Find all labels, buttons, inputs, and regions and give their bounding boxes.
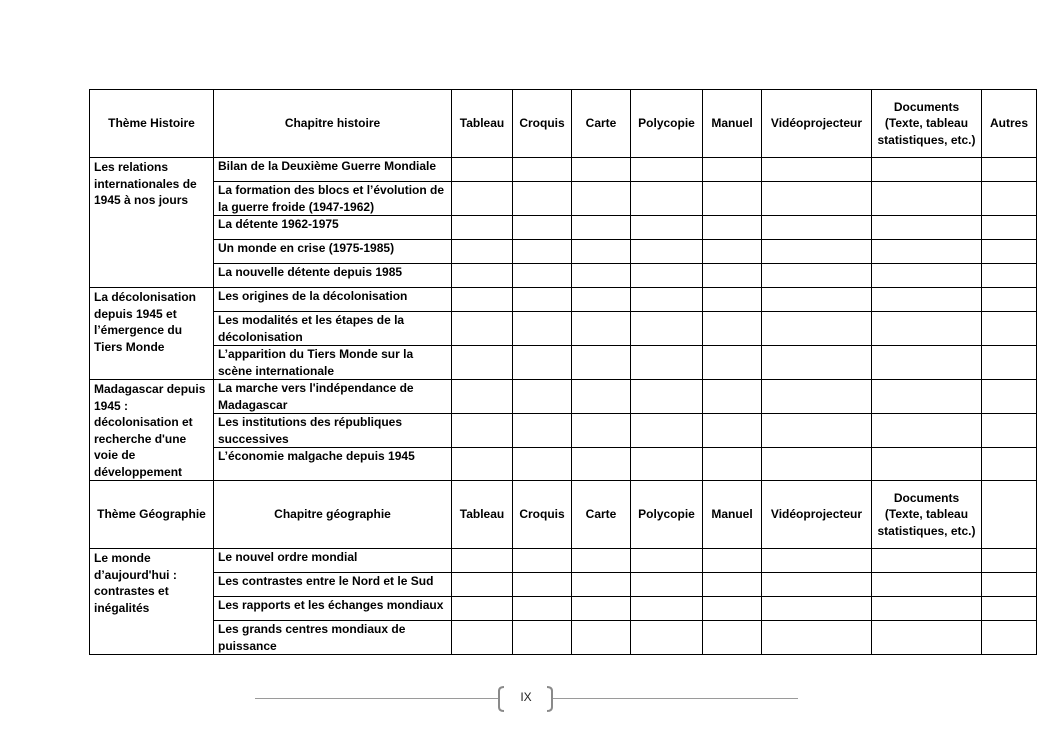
empty-cell <box>631 264 703 288</box>
table-row <box>90 621 1037 655</box>
empty-cell <box>872 621 982 655</box>
chapter-cell: Les modalités et les étapes de la décolonisation <box>214 312 452 346</box>
empty-cell <box>513 158 572 182</box>
table-row <box>90 240 1037 264</box>
empty-cell <box>872 414 982 448</box>
table-row <box>90 573 1037 597</box>
empty-cell <box>452 380 513 414</box>
chapter-cell: Les contrastes entre le Nord et le Sud <box>214 573 452 597</box>
empty-cell <box>703 448 762 481</box>
header-theme-geographie: Thème Géographie <box>90 481 214 549</box>
empty-cell <box>982 182 1037 216</box>
empty-cell <box>513 597 572 621</box>
empty-cell <box>572 288 631 312</box>
table-row <box>90 264 1037 288</box>
empty-cell <box>703 312 762 346</box>
table-row <box>90 346 1037 380</box>
empty-cell <box>762 240 872 264</box>
empty-cell <box>872 158 982 182</box>
header-manuel: Manuel <box>703 481 762 549</box>
empty-cell <box>872 549 982 573</box>
empty-cell <box>452 597 513 621</box>
header-polycopie: Polycopie <box>631 481 703 549</box>
empty-cell <box>703 264 762 288</box>
empty-cell <box>572 264 631 288</box>
empty-cell <box>572 216 631 240</box>
empty-cell <box>982 380 1037 414</box>
chapter-cell: La nouvelle détente depuis 1985 <box>214 264 452 288</box>
empty-cell <box>762 264 872 288</box>
empty-cell <box>762 182 872 216</box>
empty-cell <box>452 549 513 573</box>
empty-cell <box>513 240 572 264</box>
empty-cell <box>872 573 982 597</box>
chapter-cell: Bilan de la Deuxième Guerre Mondiale <box>214 158 452 182</box>
chapter-cell: L’apparition du Tiers Monde sur la scène internationale <box>214 346 452 380</box>
empty-cell <box>452 158 513 182</box>
empty-cell <box>513 346 572 380</box>
table-row <box>90 414 1037 448</box>
empty-cell <box>703 621 762 655</box>
empty-cell <box>631 240 703 264</box>
empty-cell <box>631 573 703 597</box>
empty-cell <box>452 346 513 380</box>
empty-cell <box>452 621 513 655</box>
empty-cell <box>982 312 1037 346</box>
table-row <box>90 597 1037 621</box>
empty-cell <box>631 414 703 448</box>
empty-cell <box>631 621 703 655</box>
footer-rule-right <box>553 698 798 699</box>
empty-cell <box>452 573 513 597</box>
empty-cell <box>631 380 703 414</box>
table-row <box>90 182 1037 216</box>
footer-rule-left <box>255 698 499 699</box>
empty-cell <box>703 380 762 414</box>
empty-cell <box>872 240 982 264</box>
empty-cell <box>452 182 513 216</box>
chapter-cell: Les institutions des républiques successives <box>214 414 452 448</box>
empty-cell <box>872 312 982 346</box>
table-row <box>90 216 1037 240</box>
resources-table <box>89 89 1037 655</box>
empty-cell <box>513 549 572 573</box>
empty-cell <box>631 288 703 312</box>
empty-cell <box>452 264 513 288</box>
empty-cell <box>631 549 703 573</box>
empty-cell <box>762 621 872 655</box>
chapter-cell: Les rapports et les échanges mondiaux <box>214 597 452 621</box>
header-tableau: Tableau <box>452 90 513 158</box>
empty-cell <box>631 448 703 481</box>
empty-cell <box>703 573 762 597</box>
table-row <box>90 380 1037 414</box>
empty-cell <box>513 312 572 346</box>
empty-cell <box>572 380 631 414</box>
empty-cell <box>762 549 872 573</box>
header-carte: Carte <box>572 481 631 549</box>
empty-cell <box>982 621 1037 655</box>
empty-cell <box>452 216 513 240</box>
empty-cell <box>513 264 572 288</box>
header-polycopie: Polycopie <box>631 90 703 158</box>
empty-cell <box>513 414 572 448</box>
empty-cell <box>982 346 1037 380</box>
header-documents: Documents (Texte, tableau statistiques, etc.) <box>872 481 982 549</box>
header-tableau: Tableau <box>452 481 513 549</box>
empty-cell <box>703 414 762 448</box>
header-documents: Documents (Texte, tableau statistiques, etc.) <box>872 90 982 158</box>
empty-cell <box>703 216 762 240</box>
empty-cell <box>982 597 1037 621</box>
header-carte: Carte <box>572 90 631 158</box>
empty-cell <box>872 264 982 288</box>
header-videoprojecteur: Vidéoprojecteur <box>762 481 872 549</box>
theme-cell: Madagascar depuis 1945 : décolonisation et recherche d'une voie de développement <box>90 380 214 481</box>
empty-cell <box>703 346 762 380</box>
empty-cell <box>631 312 703 346</box>
empty-cell <box>631 182 703 216</box>
table-row <box>90 448 1037 481</box>
empty-cell <box>762 346 872 380</box>
empty-cell <box>572 448 631 481</box>
empty-cell <box>572 549 631 573</box>
header-videoprojecteur: Vidéoprojecteur <box>762 90 872 158</box>
empty-cell <box>872 380 982 414</box>
empty-cell <box>872 288 982 312</box>
empty-cell <box>703 597 762 621</box>
history-header-row <box>90 90 1037 158</box>
empty-cell <box>703 158 762 182</box>
empty-cell <box>452 288 513 312</box>
empty-cell <box>703 549 762 573</box>
empty-cell <box>762 288 872 312</box>
empty-cell <box>631 597 703 621</box>
empty-cell <box>982 158 1037 182</box>
chapter-cell: Les grands centres mondiaux de puissance <box>214 621 452 655</box>
table-row <box>90 312 1037 346</box>
empty-cell <box>572 182 631 216</box>
empty-cell <box>572 414 631 448</box>
empty-cell <box>982 573 1037 597</box>
page-number: IX <box>520 690 532 704</box>
empty-cell <box>982 414 1037 448</box>
theme-cell: Le monde d’aujourd'hui : contrastes et inégalités <box>90 549 214 655</box>
chapter-cell: La formation des blocs et l’évolution de la guerre froide (1947-1962) <box>214 182 452 216</box>
chapter-cell: La détente 1962-1975 <box>214 216 452 240</box>
chapter-cell: Un monde en crise (1975-1985) <box>214 240 452 264</box>
empty-cell <box>982 549 1037 573</box>
empty-cell <box>872 182 982 216</box>
empty-cell <box>703 240 762 264</box>
empty-cell <box>513 288 572 312</box>
empty-cell <box>762 573 872 597</box>
header-chapitre-geographie: Chapitre géographie <box>214 481 452 549</box>
empty-cell <box>703 288 762 312</box>
empty-cell <box>572 621 631 655</box>
empty-cell <box>513 448 572 481</box>
empty-cell <box>452 312 513 346</box>
empty-cell <box>982 288 1037 312</box>
empty-cell <box>513 216 572 240</box>
header-croquis: Croquis <box>513 90 572 158</box>
empty-cell <box>762 380 872 414</box>
empty-cell <box>872 216 982 240</box>
empty-cell <box>572 346 631 380</box>
empty-cell <box>982 264 1037 288</box>
header-autres: Autres <box>982 90 1037 158</box>
chapter-cell: L’économie malgache depuis 1945 <box>214 448 452 481</box>
empty-cell <box>762 448 872 481</box>
empty-cell <box>631 216 703 240</box>
empty-cell <box>762 216 872 240</box>
empty-cell <box>762 414 872 448</box>
chapter-cell: La marche vers l'indépendance de Madagascar <box>214 380 452 414</box>
chapter-cell: Le nouvel ordre mondial <box>214 549 452 573</box>
table-row <box>90 549 1037 573</box>
empty-cell <box>762 158 872 182</box>
header-croquis: Croquis <box>513 481 572 549</box>
table-row <box>90 158 1037 182</box>
empty-cell <box>762 597 872 621</box>
empty-cell <box>982 240 1037 264</box>
empty-cell <box>513 621 572 655</box>
empty-cell <box>572 597 631 621</box>
theme-cell: Les relations internationales de 1945 à nos jours <box>90 158 214 288</box>
theme-cell: La décolonisation depuis 1945 et l’émergence du Tiers Monde <box>90 288 214 380</box>
empty-cell <box>513 182 572 216</box>
empty-cell <box>452 240 513 264</box>
header-theme-histoire: Thème Histoire <box>90 90 214 158</box>
empty-cell <box>982 216 1037 240</box>
empty-cell <box>513 573 572 597</box>
empty-cell <box>872 346 982 380</box>
empty-cell <box>572 573 631 597</box>
empty-cell <box>762 312 872 346</box>
empty-cell <box>982 448 1037 481</box>
table-row <box>90 288 1037 312</box>
empty-cell <box>513 380 572 414</box>
header-autres-empty <box>982 481 1037 549</box>
header-chapitre-histoire: Chapitre histoire <box>214 90 452 158</box>
empty-cell <box>572 312 631 346</box>
empty-cell <box>703 182 762 216</box>
empty-cell <box>872 597 982 621</box>
empty-cell <box>631 346 703 380</box>
empty-cell <box>631 158 703 182</box>
right-bracket-icon <box>546 686 555 712</box>
empty-cell <box>872 448 982 481</box>
empty-cell <box>452 448 513 481</box>
empty-cell <box>572 240 631 264</box>
left-bracket-icon <box>496 686 505 712</box>
empty-cell <box>452 414 513 448</box>
geography-header-row <box>90 481 1037 549</box>
header-manuel: Manuel <box>703 90 762 158</box>
empty-cell <box>572 158 631 182</box>
chapter-cell: Les origines de la décolonisation <box>214 288 452 312</box>
